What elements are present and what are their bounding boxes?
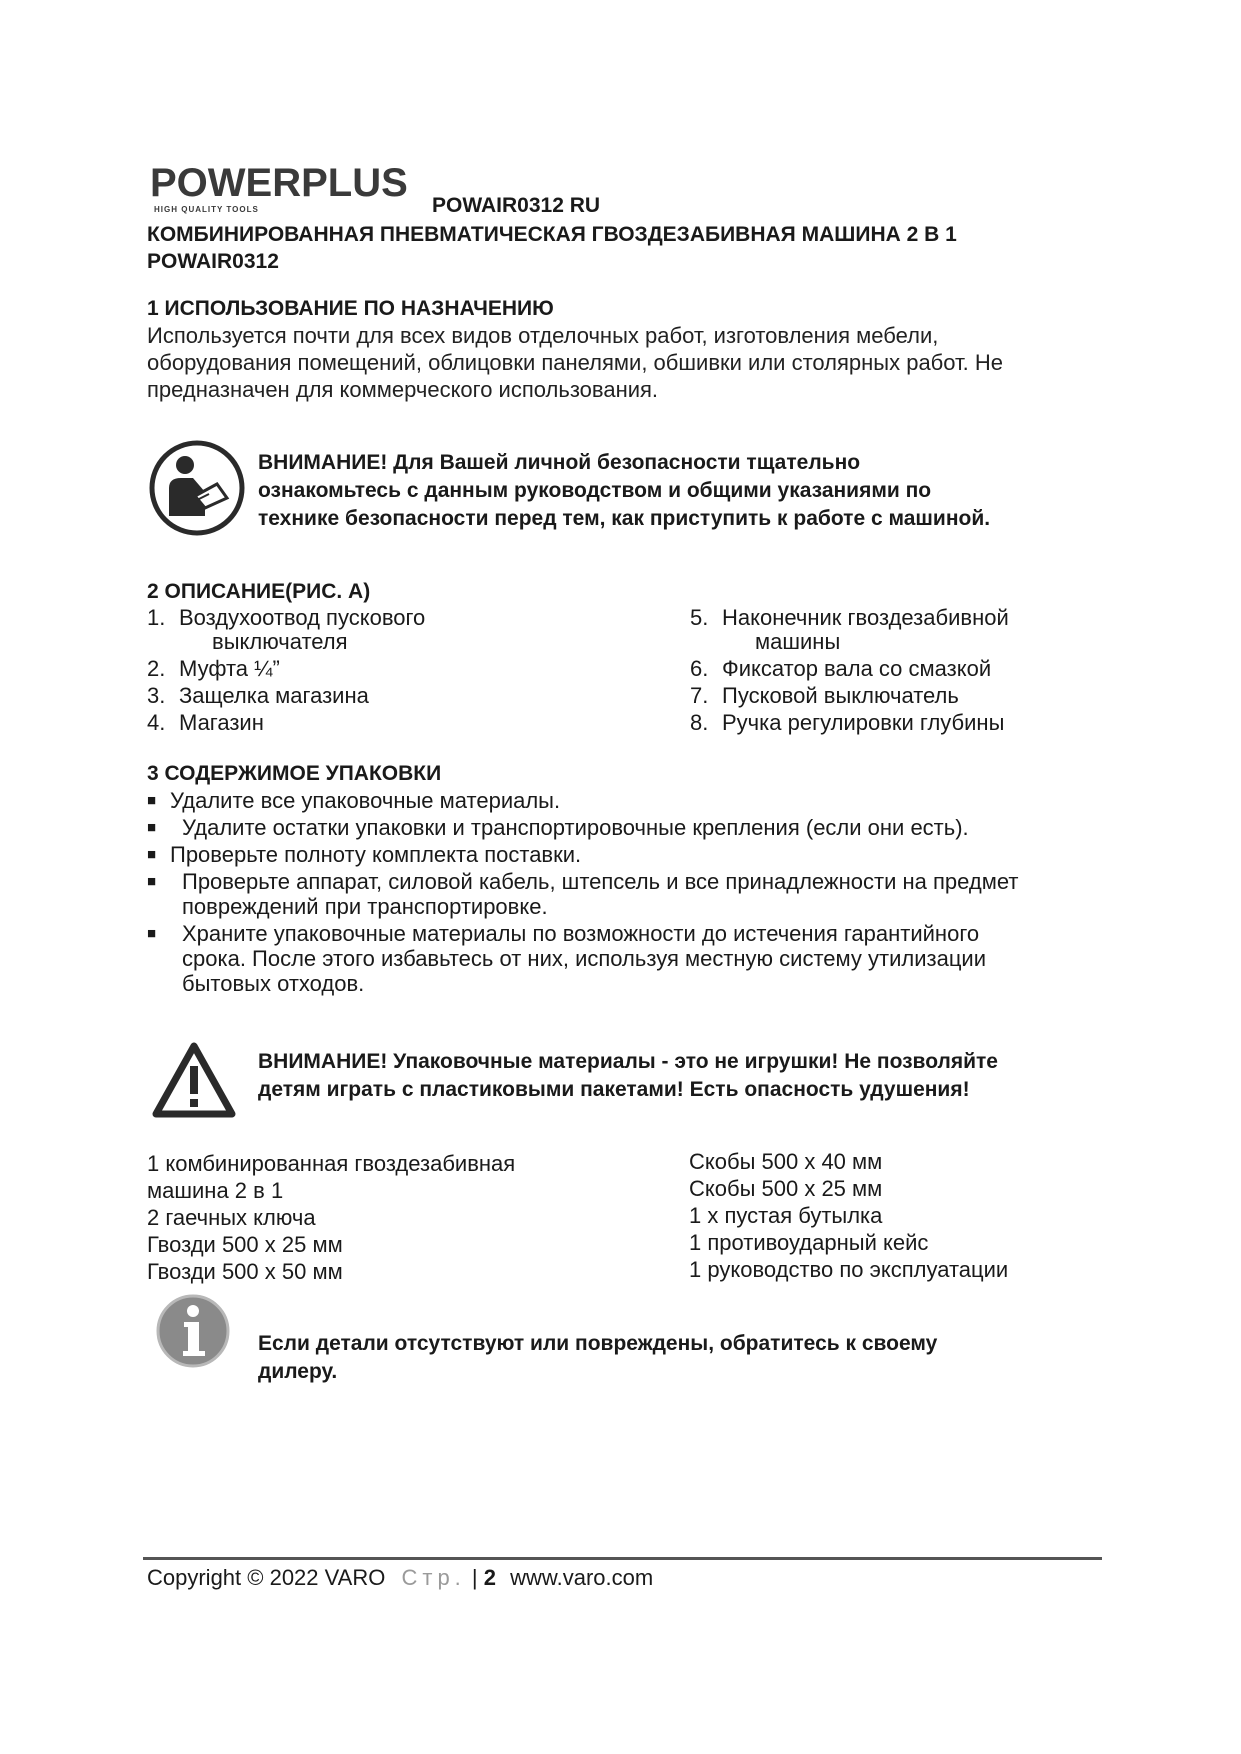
footer-copyright: Copyright © 2022 VARO: [147, 1565, 386, 1590]
section3-heading: 3 СОДЕРЖИМОЕ УПАКОВКИ: [147, 762, 442, 785]
bullet-text-continuation: бытовых отходов.: [182, 971, 365, 996]
bullet-text: Проверьте аппарат, силовой кабель, штепсель и все принадлежности на предмет: [182, 869, 1019, 894]
footer-separator: |: [471, 1565, 478, 1590]
item-text-continuation: машины: [755, 629, 841, 654]
logo-tagline: HIGH QUALITY TOOLS: [154, 205, 259, 214]
read-manual-icon: [147, 438, 247, 543]
contents-item: 1 x пустая бутылка: [689, 1203, 883, 1228]
warning2-text: [258, 1048, 1118, 1104]
info-line: дилеру.: [258, 1360, 338, 1383]
bullet-square-icon: ■: [147, 792, 157, 809]
footer-page-number: 2: [483, 1565, 497, 1590]
item-text: Магазин: [179, 710, 264, 735]
description-item: [147, 605, 425, 630]
contents-item: машина 2 в 1: [147, 1178, 284, 1203]
bullet-text: Удалите остатки упаковки и транспортировочные крепления (если они есть).: [182, 815, 969, 840]
bullet-text-continuation: повреждений при транспортировке.: [182, 894, 548, 919]
section1-line: предназначен для коммерческого использования.: [147, 377, 659, 402]
doc-title: [147, 221, 1127, 275]
warning-triangle-icon: [150, 1040, 238, 1125]
section2-heading: 2 ОПИСАНИЕ(РИС. A): [147, 580, 371, 603]
section1-line: Используется почти для всех видов отделочных работ, изготовления мебели,: [147, 323, 939, 348]
contents-left-column: [147, 1150, 515, 1285]
contents-item: 2 гаечных ключа: [147, 1205, 316, 1230]
contents-right-column: [689, 1148, 1008, 1283]
info-line: Если детали отсутствуют или повреждены, обратитесь к своему: [258, 1332, 938, 1355]
bullet-text: Проверьте полноту комплекта поставки.: [170, 842, 582, 867]
warning1-text: [258, 449, 1118, 533]
doc-title-line: КОМБИНИРОВАННАЯ ПНЕВМАТИЧЕСКАЯ ГВОЗДЕЗАБИВНАЯ МАШИНА 2 В 1: [147, 223, 957, 246]
item-number: 1.: [147, 605, 166, 630]
section1-text: [147, 322, 1107, 403]
bullet-square-icon: ■: [147, 873, 157, 890]
item-number: 7.: [690, 683, 709, 708]
page-footer: [147, 1565, 653, 1591]
info-text: [258, 1330, 1118, 1386]
description-item: [690, 683, 959, 708]
description-item: [690, 710, 1004, 735]
bullet-item: [147, 842, 581, 867]
contents-item: Скобы 500 x 40 мм: [689, 1149, 883, 1174]
item-text: Наконечник гвоздезабивной: [722, 605, 1009, 630]
section1-line: оборудования помещений, облицовки панелями, обшивки или столярных работ. Не: [147, 350, 1004, 375]
brand-logo: [150, 160, 415, 220]
item-text: Ручка регулировки глубины: [722, 710, 1005, 735]
description-item: [147, 656, 280, 681]
bullet-text: Удалите все упаковочные материалы.: [170, 788, 561, 813]
bullet-item: [147, 788, 560, 813]
footer-divider: [143, 1557, 1102, 1560]
item-text: Муфта ¼”: [179, 656, 280, 681]
item-text: Воздухоотвод пускового: [179, 605, 426, 630]
warning2-line: ВНИМАНИЕ! Упаковочные материалы - это не игрушки! Не позволяйте: [258, 1050, 998, 1073]
description-item: [690, 656, 991, 681]
item-number: 3.: [147, 683, 166, 708]
item-text: Защелка магазина: [179, 683, 369, 708]
item-number: 8.: [690, 710, 709, 735]
warning2-line: детям играть с пластиковыми пакетами! Есть опасность удушения!: [258, 1078, 970, 1101]
contents-item: Гвозди 500 x 25 мм: [147, 1232, 343, 1257]
footer-page-label: Стр.: [401, 1565, 466, 1590]
warning1-line: ВНИМАНИЕ! Для Вашей личной безопасности тщательно: [258, 451, 861, 474]
item-number: 6.: [690, 656, 709, 681]
item-number: 4.: [147, 710, 166, 735]
description-item: [147, 683, 369, 708]
info-icon: [155, 1293, 231, 1374]
doc-code: POWAIR0312 RU: [432, 194, 601, 217]
doc-title-model: POWAIR0312: [147, 250, 279, 273]
bullet-item: [147, 921, 979, 946]
contents-item: Гвозди 500 x 50 мм: [147, 1259, 343, 1284]
item-number: 2.: [147, 656, 166, 681]
item-text: Фиксатор вала со смазкой: [722, 656, 992, 681]
bullet-item: [147, 869, 1018, 894]
item-number: 5.: [690, 605, 709, 630]
footer-website: www.varo.com: [510, 1565, 654, 1590]
contents-item: 1 комбинированная гвоздезабивная: [147, 1151, 516, 1176]
warning1-line: ознакомьтесь с данным руководством и общими указаниями по: [258, 479, 932, 502]
section1-heading: 1 ИСПОЛЬЗОВАНИЕ ПО НАЗНАЧЕНИЮ: [147, 297, 554, 320]
item-text-continuation: выключателя: [212, 629, 348, 654]
bullet-text: Храните упаковочные материалы по возможности до истечения гарантийного: [182, 921, 980, 946]
item-text: Пусковой выключатель: [722, 683, 959, 708]
bullet-square-icon: ■: [147, 819, 157, 836]
contents-item: 1 противоударный кейс: [689, 1230, 929, 1255]
description-item: [147, 710, 264, 735]
description-item: [690, 605, 1009, 630]
bullet-item: [147, 815, 969, 840]
bullet-square-icon: ■: [147, 925, 157, 942]
bullet-text-continuation: срока. После этого избавьтесь от них, используя местную систему утилизации: [182, 946, 986, 971]
bullet-square-icon: ■: [147, 846, 157, 863]
warning1-line: технике безопасности перед тем, как приступить к работе с машиной.: [258, 507, 991, 530]
logo-text-power: POWERPLUS: [150, 161, 408, 205]
contents-item: 1 руководство по эксплуатации: [689, 1257, 1009, 1282]
contents-item: Скобы 500 x 25 мм: [689, 1176, 883, 1201]
